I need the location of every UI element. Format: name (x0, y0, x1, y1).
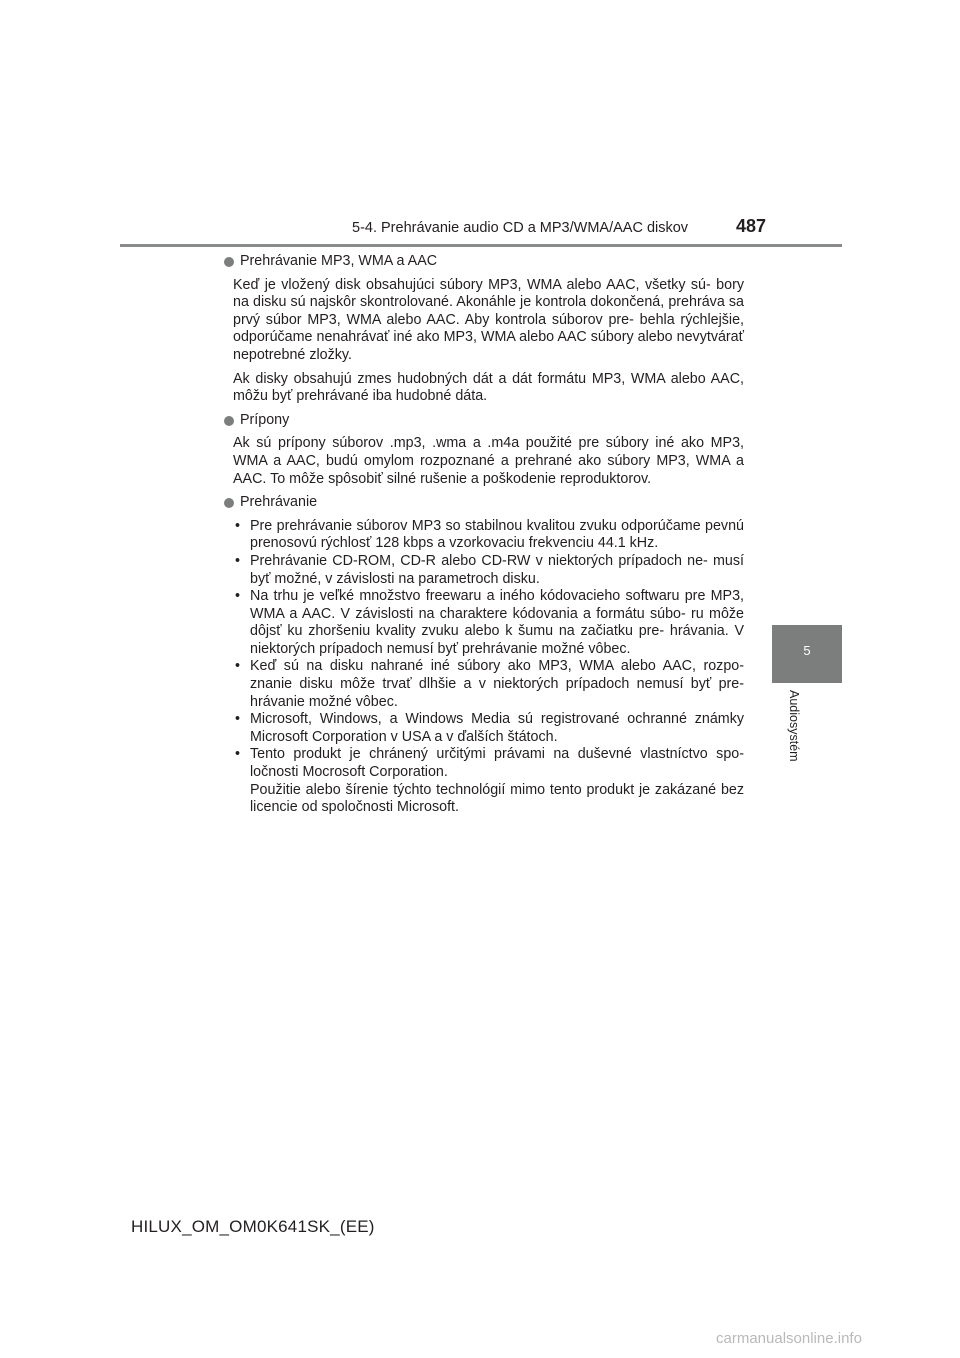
list-bullet-icon: • (235, 711, 241, 728)
list-bullet-icon: • (235, 588, 241, 605)
list-item (233, 553, 744, 588)
bullet-dot-icon (224, 498, 234, 508)
list-item-text: Použitie alebo šírenie týchto technológií mimo tento produkt je zakázané bez licencie od spoločnosti Microsoft. (250, 781, 744, 816)
list-item (233, 711, 744, 746)
list-bullet-icon: • (235, 552, 241, 569)
bullet-list (233, 518, 744, 817)
section-heading (222, 412, 744, 430)
section-heading-text: Prehrávanie (240, 494, 318, 511)
paragraph: Ak sú prípony súborov .mp3, .wma a .m4a použité pre súbory iné ako MP3, WMA a AAC, budú omylom rozpoznané a prehrané ako súbory MP3, WMA a AAC. To môže spôsobiť silné rušenie a poškodenie reproduktorov. (233, 435, 744, 487)
section-heading-text: Prehrávanie MP3, WMA a AAC (240, 253, 438, 269)
list-item (233, 658, 744, 711)
watermark: carmanualsonline.info (716, 1330, 862, 1347)
list-item-text: Tento produkt je chránený určitými právami na duševné vlastníctvo spo- ločnosti Mocrosoft Corporation. (250, 746, 744, 781)
chapter-side-label: Audiosystém (787, 690, 801, 762)
running-header-title: 5-4. Prehrávanie audio CD a MP3/WMA/AAC diskov (352, 220, 689, 236)
list-item-text: Prehrávanie CD-ROM, CD-R alebo CD-RW v niektorých prípadoch ne- musí byť možné, v závislosti na parametroch disku. (250, 552, 744, 587)
chapter-tab (772, 625, 842, 683)
body-content (222, 253, 744, 825)
list-item-text: Keď sú na disku nahrané iné súbory ako MP3, WMA alebo AAC, rozpo- znanie disku môže trvať dlhšie a v niektorých prípadoch nemusí byť pre- hrávanie možné vôbec. (250, 658, 744, 710)
list-item (233, 518, 744, 553)
bullet-dot-icon (224, 416, 234, 426)
header-rule (120, 244, 842, 247)
section-heading (222, 494, 744, 512)
page-number: 487 (736, 216, 767, 236)
bullet-dot-icon (224, 257, 234, 267)
document-code: HILUX_OM_OM0K641SK_(EE) (131, 1217, 375, 1236)
section-heading (222, 253, 744, 271)
paragraph: Ak disky obsahujú zmes hudobných dát a dát formátu MP3, WMA alebo AAC, môžu byť prehrávané iba hudobné dáta. (233, 370, 744, 405)
list-item-text: Na trhu je veľké množstvo freewaru a iného kódovacieho softwaru pre MP3, WMA a AAC. V závislosti na charaktere kódovania a formátu súbo- ru môže dôjsť ku zhoršeniu kvality zvuku alebo k šumu na začiatku pre- hrávania. V niektorých prípadoch nemusí byť prehrávanie možné vôbec. (250, 588, 744, 657)
paragraph: Keď je vložený disk obsahujúci súbory MP3, WMA alebo AAC, všetky sú- bory na disku sú najskôr skontrolované. Akonáhle je kontrola dokončená, prehráva sa prvý súbor MP3, WMA alebo AAC. Aby kontrola súborov pre- behla rýchlejšie, odporúčame nenahrávať iné ako MP3, WMA alebo AAC súbory alebo nevytvárať nepotrebné zložky. (233, 276, 744, 363)
chapter-tab-number: 5 (803, 643, 811, 658)
list-bullet-icon: • (235, 746, 241, 763)
list-item-text: Pre prehrávanie súborov MP3 so stabilnou kvalitou zvuku odporúčame pevnú prenosovú rýchlosť 128 kbps a vzorkovaciu frekvenciu 44.1 kHz. (250, 517, 744, 552)
section-heading-text: Prípony (240, 411, 290, 428)
list-bullet-icon: • (235, 658, 241, 675)
list-item (233, 746, 744, 816)
chapter-side-label-wrap (770, 690, 816, 820)
list-item-text: Microsoft, Windows, a Windows Media sú registrované ochranné známky Microsoft Corporation v USA a v ďalších štátoch. (250, 711, 744, 745)
list-bullet-icon: • (235, 517, 241, 534)
list-item (233, 588, 744, 658)
